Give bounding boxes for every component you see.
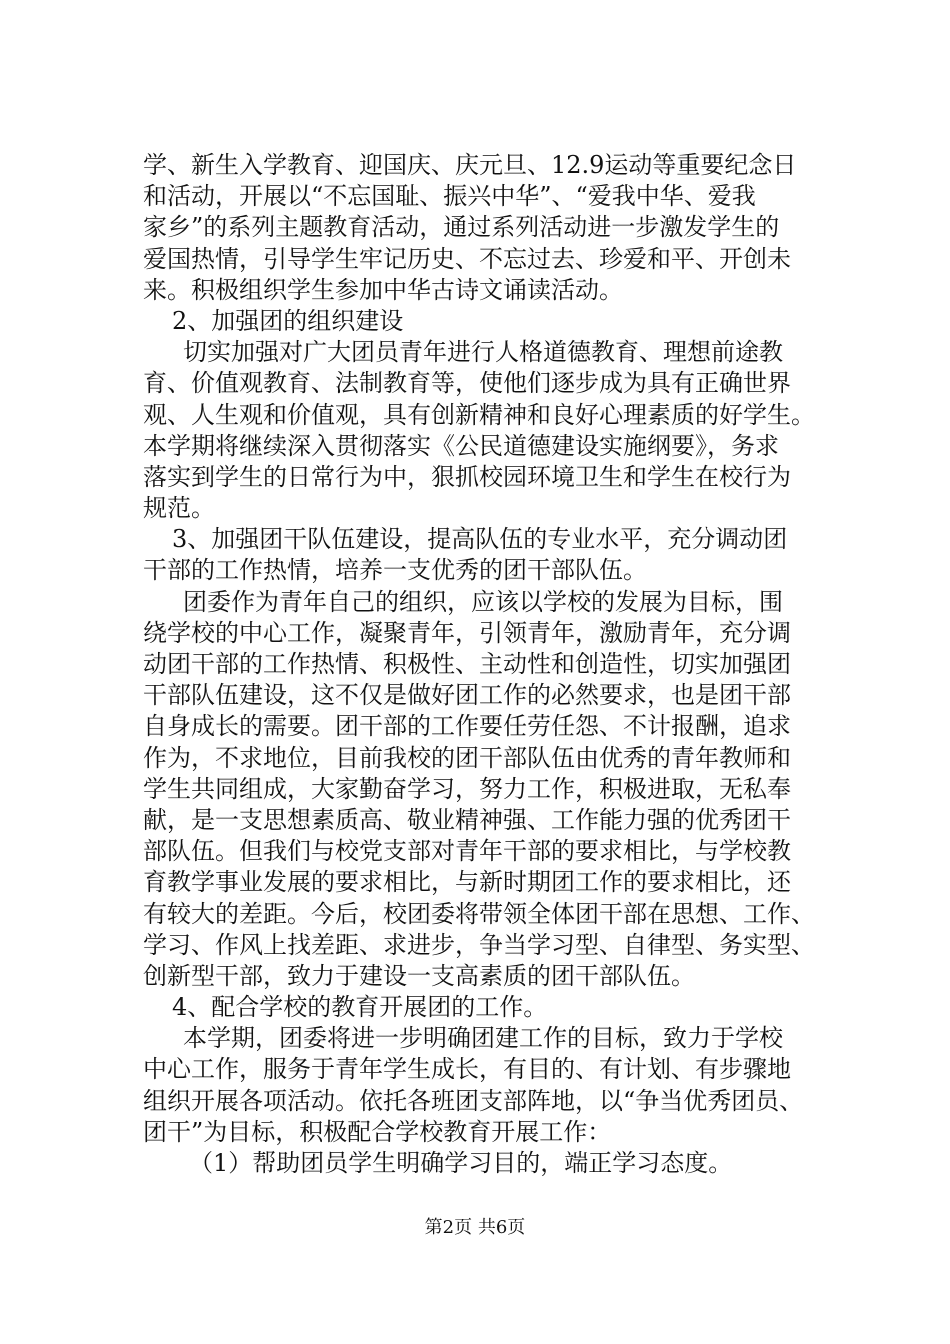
text-line: 学习、作风上找差距、求进步，争当学习型、自律型、务实型、: [143, 930, 815, 959]
text-line: 部队伍。但我们与校党支部对青年干部的要求相比，与学校教: [143, 837, 791, 866]
text-line: 学生共同组成，大家勤奋学习，努力工作，积极进取，无私奉: [143, 774, 791, 803]
text-line: 团干”为目标，积极配合学校教育开展工作：: [143, 1117, 612, 1146]
text-line: 干部队伍建设，这不仅是做好团工作的必然要求，也是团干部: [143, 681, 791, 710]
text-line: 4、配合学校的教育开展团的工作。: [172, 993, 548, 1022]
text-line: 本学期将继续深入贯彻落实《公民道德建设实施纲要》，务求: [143, 431, 779, 460]
text-line: 本学期，团委将进一步明确团建工作的目标，致力于学校: [183, 1024, 783, 1053]
text-line: 自身成长的需要。团干部的工作要任劳任怨、不计报酬，追求: [143, 712, 791, 741]
text-line: 爱国热情，引导学生牢记历史、不忘过去、珍爱和平、开创未: [143, 244, 791, 273]
text-line: 动团干部的工作热情、积极性、主动性和创造性，切实加强团: [143, 650, 791, 678]
text-line: 3、加强团干队伍建设，提高队伍的专业水平，充分调动团: [172, 525, 788, 554]
text-line: 来。积极组织学生参加中华古诗文诵读活动。: [143, 275, 623, 304]
text-line: 观、人生观和价值观，具有创新精神和良好心理素质的好学生。: [143, 400, 815, 429]
text-line: 育、价值观教育、法制教育等，使他们逐步成为具有正确世界: [143, 369, 791, 398]
document-body: [143, 150, 843, 1179]
text-line: 和活动，开展以“不忘国耻、振兴中华”、“爱我中华、爱我: [143, 182, 756, 211]
text-line: 献，是一支思想素质高、敬业精神强、工作能力强的优秀团干: [143, 805, 791, 834]
text-line: 团委作为青年自己的组织，应该以学校的发展为目标，围: [183, 587, 783, 616]
page-footer: 第2页 共6页: [424, 1217, 526, 1238]
text-line: 作为，不求地位，目前我校的团干部队伍由优秀的青年教师和: [143, 743, 791, 772]
text-line: 绕学校的中心工作，凝聚青年，引领青年，激励青年，充分调: [143, 618, 791, 647]
text-line: 育教学事业发展的要求相比，与新时期团工作的要求相比，还: [143, 868, 791, 897]
text-line: 中心工作，服务于青年学生成长，有目的、有计划、有步骤地: [143, 1055, 791, 1084]
text-line: 干部的工作热情，培养一支优秀的团干部队伍。: [143, 556, 647, 585]
text-line: 2、加强团的组织建设: [172, 306, 404, 335]
text-line: 规范。: [143, 494, 215, 523]
text-line: （1）帮助团员学生明确学习目的，端正学习态度。: [189, 1149, 733, 1177]
text-line: 学、新生入学教育、迎国庆、庆元旦、12.9运动等重要纪念日: [143, 151, 797, 179]
text-line: 创新型干部，致力于建设一支高素质的团干部队伍。: [143, 961, 695, 990]
text-line: 落实到学生的日常行为中，狠抓校园环境卫生和学生在校行为: [143, 462, 791, 491]
text-line: 家乡”的系列主题教育活动，通过系列活动进一步激发学生的: [143, 213, 780, 242]
text-line: 切实加强对广大团员青年进行人格道德教育、理想前途教: [183, 338, 783, 367]
text-line: 有较大的差距。今后，校团委将带领全体团干部在思想、工作、: [143, 899, 815, 928]
text-line: 组织开展各项活动。依托各班团支部阵地，以“争当优秀团员、: [143, 1086, 804, 1115]
